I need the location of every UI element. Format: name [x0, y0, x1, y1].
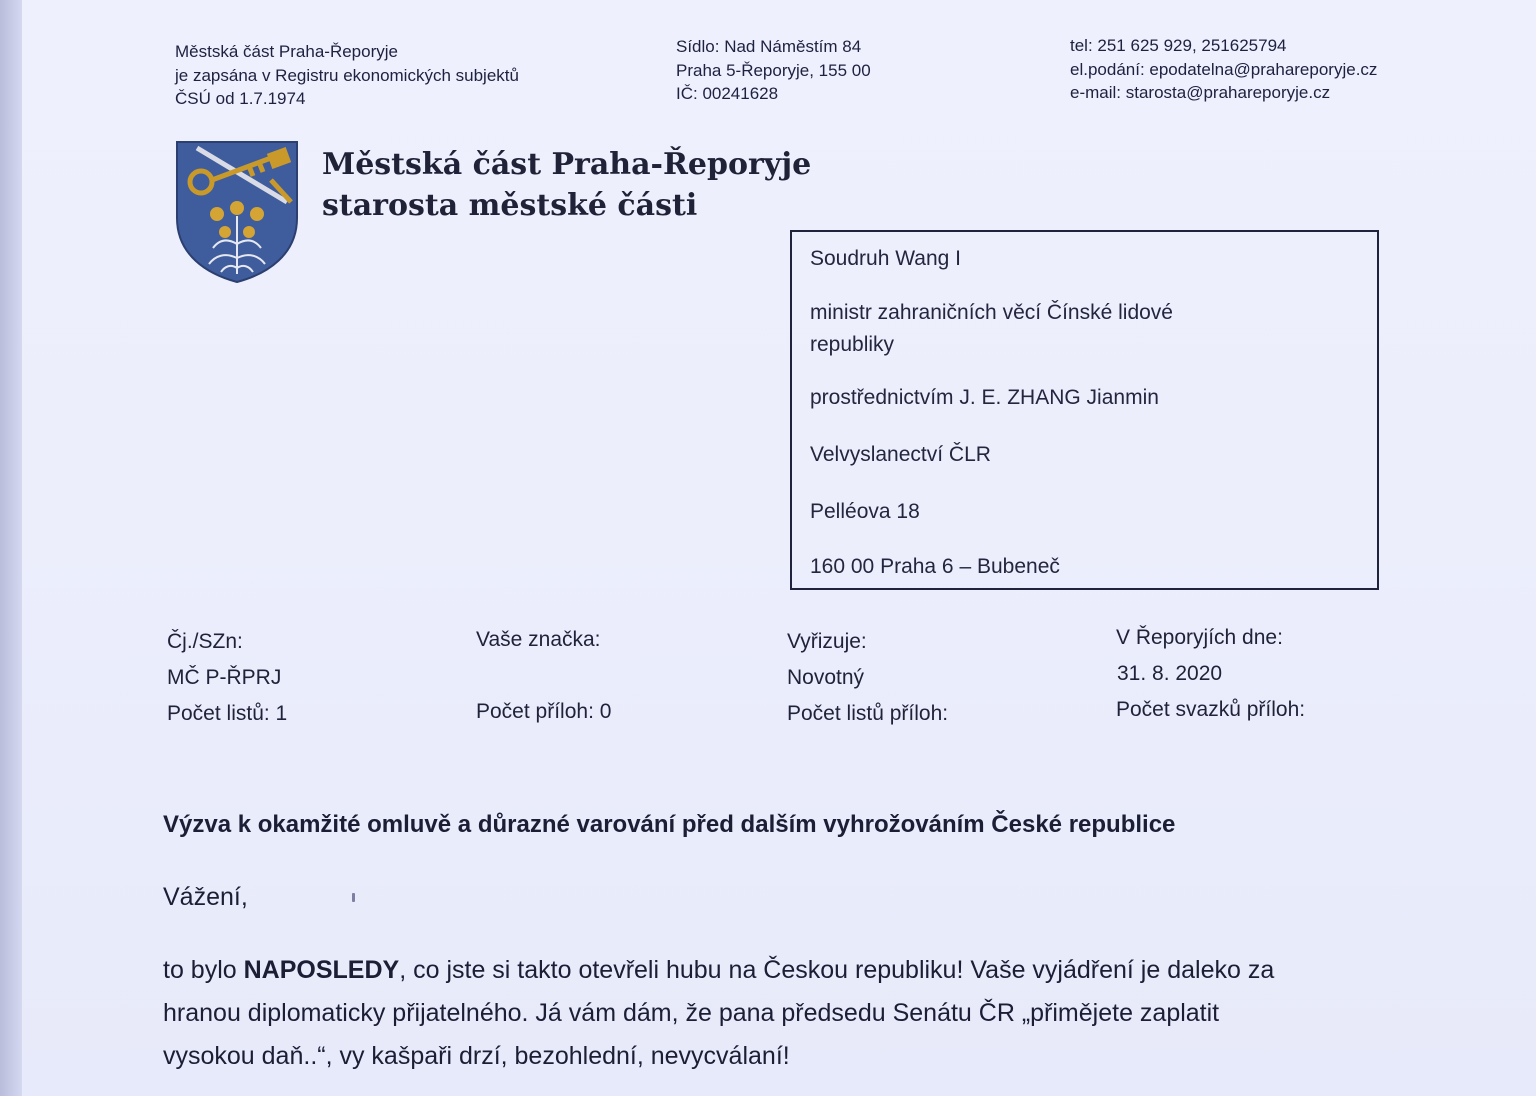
reference-column-cj [167, 624, 287, 732]
paper-speck [352, 893, 355, 902]
attachment-count: Počet příloh: 0 [476, 700, 612, 723]
body-line: vysokou daň..“, vy kašpaři drzí, bezohlední, nevycválaní! [163, 1042, 790, 1070]
sheet-count: Počet listů: 1 [167, 702, 288, 725]
cj-value: MČ P-ŘPRJ [167, 666, 282, 689]
body-emphasis: NAPOSLEDY [243, 956, 400, 984]
header-line: IČ: 00241628 [676, 84, 779, 103]
body-text: , co jste si takto otevřeli hubu na Českou republiku! Vaše vyjádření je daleko za [399, 956, 1275, 984]
recipient-via: prostřednictvím J. E. ZHANG Jianmin [810, 386, 1159, 409]
header-registration [175, 40, 519, 111]
header-line: e-mail: starosta@prahareporyje.cz [1070, 83, 1331, 102]
recipient-name: Soudruh Wang I [810, 247, 961, 270]
reference-column-your-ref [476, 622, 611, 730]
recipient-title-cont: republiky [810, 333, 895, 356]
organization-role: starosta městské části [322, 188, 698, 223]
coat-of-arms-icon [175, 140, 299, 284]
recipient-city: 160 00 Praha 6 – Bubeneč [810, 555, 1060, 578]
header-line: Městská část Praha-Řeporyje [175, 42, 398, 61]
organization-title [322, 144, 811, 226]
handler-value: Novotný [787, 666, 865, 689]
body-line: hranou diplomaticky přijatelného. Já vám dám, že pana předsedu Senátu ČR „přimějete zaplatit [163, 999, 1220, 1027]
header-line: Sídlo: Nad Náměstím 84 [676, 37, 862, 56]
attachment-volume-count: Počet svazků příloh: [1116, 698, 1306, 721]
letter-subject: Výzva k okamžité omluvě a důrazné varování před dalším vyhrožováním České republice [163, 811, 1176, 838]
letter-salutation: Vážení, [163, 883, 248, 911]
reference-column-handler [787, 624, 948, 732]
body-line [163, 949, 1274, 992]
header-line: ČSÚ od 1.7.1974 [175, 89, 306, 108]
attachment-sheet-count: Počet listů příloh: [787, 702, 949, 725]
page-shadow-edge [0, 0, 22, 1096]
header-address [676, 35, 871, 106]
recipient-address-box [790, 230, 1379, 590]
recipient-title: ministr zahraničních věcí Čínské lidové [810, 301, 1173, 324]
recipient-institution: Velvyslanectví ČLR [810, 443, 991, 466]
header-line: Praha 5-Řeporyje, 155 00 [676, 60, 871, 80]
header-line: el.podání: epodatelna@prahareporyje.cz [1070, 59, 1378, 79]
header-line: tel: 251 625 929, 251625794 [1070, 36, 1287, 55]
your-ref-label: Vaše značka: [476, 628, 601, 651]
organization-name: Městská část Praha-Řeporyje [322, 147, 812, 182]
recipient-street: Pelléova 18 [810, 500, 920, 523]
letter-date: 31. 8. 2020 [1117, 662, 1223, 685]
place-date-label: V Řeporyjích dne: [1116, 626, 1283, 649]
header-contacts [1070, 34, 1377, 105]
reference-column-date [1116, 620, 1305, 728]
letter-body [163, 949, 1274, 1078]
your-ref-value [476, 658, 611, 694]
handler-label: Vyřizuje: [787, 630, 867, 653]
cj-label: Čj./SZn: [167, 630, 243, 653]
body-text: to bylo [163, 956, 244, 984]
header-line: je zapsána v Registru ekonomických subjektů [175, 65, 519, 85]
